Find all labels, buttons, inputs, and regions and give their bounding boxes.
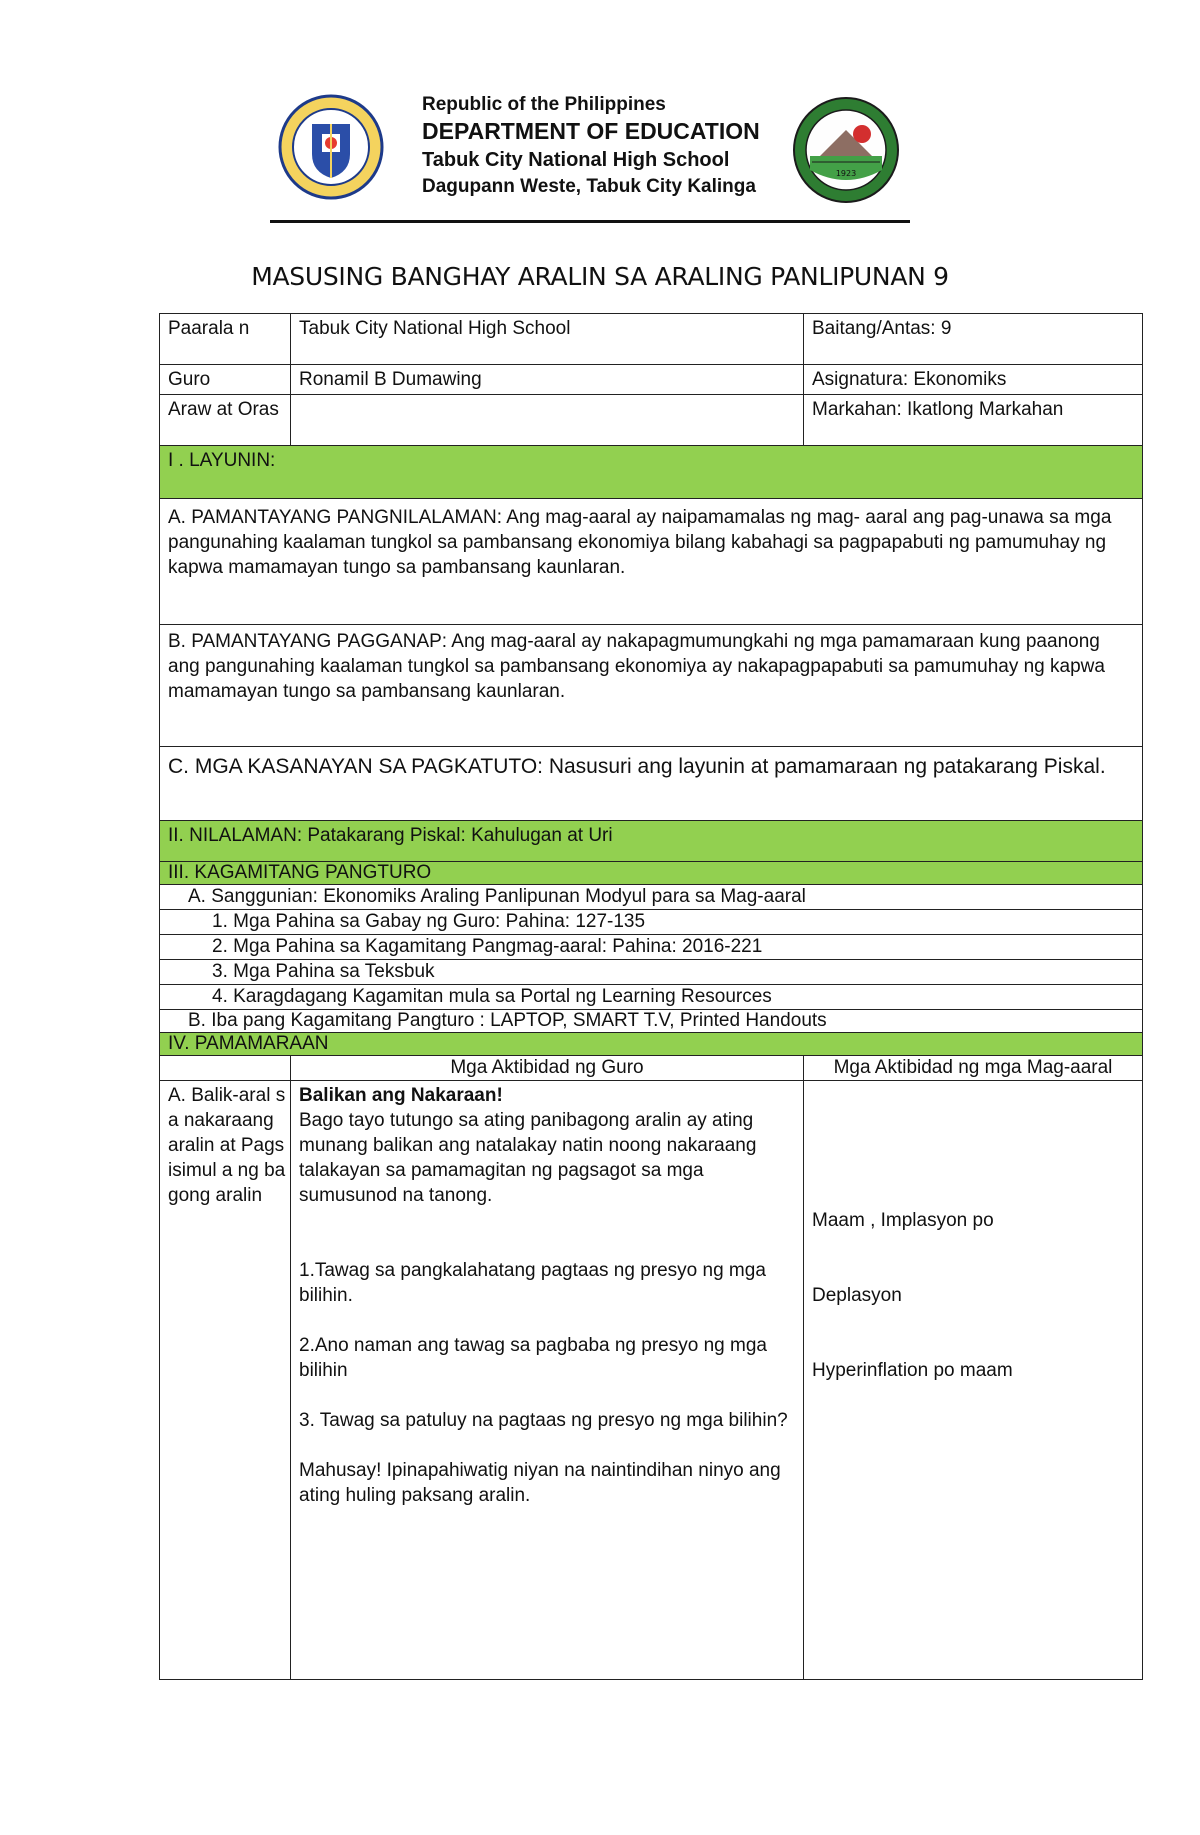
paaralan-label: Paarala n — [160, 314, 291, 365]
closing-remark: Mahusay! Ipinapahiwatig niyan na naintindihan ninyo ang ating huling paksang aralin. — [299, 1460, 781, 1506]
row-pamantayang-pagganap — [160, 625, 1143, 747]
header-rule — [270, 220, 910, 223]
letterhead — [270, 90, 910, 225]
araw-label: Araw at Oras — [160, 395, 291, 446]
col-magaaral-header: Mga Aktibidad ng mga Mag-aaral — [804, 1056, 1143, 1081]
pamamaraan-heading: IV. PAMAMARAAN — [160, 1033, 1143, 1056]
deped-seal-icon — [278, 94, 384, 200]
magaaral-activities-cell — [804, 1081, 1143, 1680]
kagamitan-heading: III. KAGAMITANG PANGTURO — [160, 862, 1143, 885]
row-kasanayan — [160, 747, 1143, 821]
section-kagamitan — [160, 862, 1143, 885]
school-seal-icon — [792, 96, 900, 204]
row-pamantayang-pangnilalaman — [160, 499, 1143, 625]
pamantayang-pagganap-text: B. PAMANTAYANG PAGGANAP: Ang mag-aaral ay nakapagmumungkahi ng mga pamamaraan kung paanong ang pangunahing kaalaman tungkol sa pambansang ekonomiya ay nakapagpapabuti sa pamumuhay ng kapwa mamamayan tungo sa pambansang kaunlaran. — [160, 625, 1143, 747]
letterhead-text — [422, 94, 782, 198]
activities-row-balik-aral — [160, 1081, 1143, 1680]
info-row-guro — [160, 365, 1143, 395]
pangmag-text: 2. Mga Pahina sa Kagamitang Pangmag-aaral: Pahina: 2016-221 — [160, 935, 1143, 960]
question-3: 3. Tawag sa patuluy na pagtaas ng presyo ng mga bilihin? — [299, 1410, 788, 1431]
school-line: Tabuk City National High School — [422, 149, 730, 171]
pamantayang-pangnilalaman-text: A. PAMANTAYANG PANGNILALAMAN: Ang mag-aaral ay naipamamalas ng mag- aaral ang pag-unawa sa mga pangunahing kaalaman tungkol sa pambansang ekonomiya bilang kabahagi sa pagpapabuti ng pamumuhay ng kapwa mamamayan tungo sa pambansang kaunlaran. — [160, 499, 1143, 625]
balik-aral-label: A. Balik-aral sa nakaraang aralin at Pagsisimul a ng bagong aralin — [160, 1081, 291, 1680]
answer-1: Maam , Implasyon po — [812, 1210, 994, 1231]
row-pangmag — [160, 935, 1143, 960]
guro-value: Ronamil B Dumawing — [291, 365, 804, 395]
row-karagdagang — [160, 985, 1143, 1010]
republic-line: Republic of the Philippines — [422, 94, 666, 115]
baitang-value: Baitang/Antas: 9 — [804, 314, 1143, 365]
guro-intro: Bago tayo tutungo sa ating panibagong aralin ay ating munang balikan ang natalakay natin noong nakaraang talakayan sa pamamagitan ng pagsagot sa mga sumusunod na tanong. — [299, 1110, 757, 1206]
gabay-text: 1. Mga Pahina sa Gabay ng Guro: Pahina: 127-135 — [160, 910, 1143, 935]
page-title: MASUSING BANGHAY ARALIN SA ARALING PANLIPUNAN 9 — [251, 262, 949, 291]
department-line: DEPARTMENT OF EDUCATION — [422, 118, 760, 144]
svg-text:1923: 1923 — [835, 169, 857, 178]
asignatura-value: Asignatura: Ekonomiks — [804, 365, 1143, 395]
info-row-araw — [160, 395, 1143, 446]
araw-value — [291, 395, 804, 446]
guro-heading: Balikan ang Nakaraan! — [299, 1085, 503, 1106]
row-sanggunian — [160, 885, 1143, 910]
section-layunin — [160, 446, 1143, 499]
karagdagang-text: 4. Karagdagang Kagamitan mula sa Portal ng Learning Resources — [160, 985, 1143, 1010]
row-iba-pang — [160, 1010, 1143, 1033]
row-gabay — [160, 910, 1143, 935]
address-line: Dagupann Weste, Tabuk City Kalinga — [422, 176, 756, 197]
info-row-paaralan — [160, 314, 1143, 365]
markahan-value: Markahan: Ikatlong Markahan — [804, 395, 1143, 446]
guro-activities-cell — [291, 1081, 804, 1680]
iba-pang-text: B. Iba pang Kagamitang Pangturo : LAPTOP, SMART T.V, Printed Handouts — [160, 1010, 1143, 1033]
answer-2: Deplasyon — [812, 1285, 902, 1306]
answer-3: Hyperinflation po maam — [812, 1360, 1013, 1381]
activities-header-row — [160, 1056, 1143, 1081]
section-pamamaraan — [160, 1033, 1143, 1056]
question-2: 2.Ano naman ang tawag sa pagbaba ng presyo ng mga bilihin — [299, 1335, 767, 1381]
kasanayan-text: C. MGA KASANAYAN SA PAGKATUTO: Nasusuri ang layunin at pamamaraan ng patakarang Piskal. — [160, 747, 1143, 821]
col-guro-header: Mga Aktibidad ng Guro — [291, 1056, 804, 1081]
activities-header-blank — [160, 1056, 291, 1081]
section-nilalaman — [160, 821, 1143, 862]
teksbuk-text: 3. Mga Pahina sa Teksbuk — [160, 960, 1143, 985]
nilalaman-heading: II. NILALAMAN: Patakarang Piskal: Kahulugan at Uri — [160, 821, 1143, 862]
paaralan-value: Tabuk City National High School — [291, 314, 804, 365]
layunin-heading: I . LAYUNIN: — [160, 446, 1143, 499]
guro-label: Guro — [160, 365, 291, 395]
lesson-plan-table — [159, 313, 1143, 1680]
question-1: 1.Tawag sa pangkalahatang pagtaas ng presyo ng mga bilihin. — [299, 1260, 766, 1306]
row-teksbuk — [160, 960, 1143, 985]
sanggunian-text: A. Sanggunian: Ekonomiks Araling Panlipunan Modyul para sa Mag-aaral — [160, 885, 1143, 910]
